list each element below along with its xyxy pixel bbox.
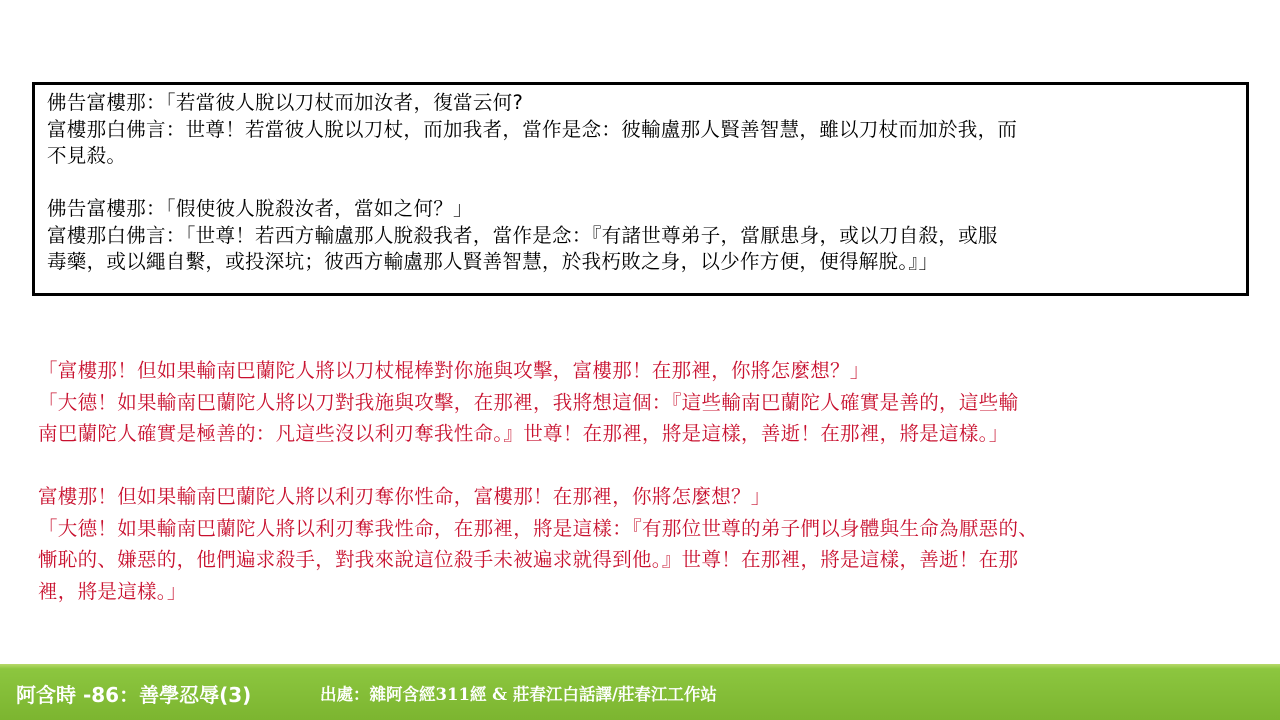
text-line: 富樓那白佛言：「世尊！若西方輸盧那人脫殺我者，當作是念：『有諸世尊弟子，當厭患身，或以刀自殺，或服 xyxy=(47,223,998,247)
text-line: 南巴蘭陀人確實是極善的：凡這些沒以利刃奪我性命。』世尊！在那裡，將是這樣，善逝！在那裡，將是這樣。」 xyxy=(38,422,1009,445)
text-line: 佛告富樓那：「假使彼人脫殺汝者，當如之何？」 xyxy=(47,197,473,220)
text-line: 毒藥，或以繩自繫，或投深坑；彼西方輸盧那人賢善智慧，於我朽敗之身，以少作方便，便得解脫。』」 xyxy=(47,250,939,273)
translation-text xyxy=(38,355,1252,607)
text-line: 「大德！如果輸南巴蘭陀人將以刀對我施與攻擊，在那裡，我將想這個：『這些輸南巴蘭陀人確實是善的，這些輸 xyxy=(38,390,1019,414)
text-line: 富樓那！但如果輸南巴蘭陀人將以利刃奪你性命，富樓那！在那裡，你將怎麼想？」 xyxy=(38,485,771,508)
translation-paragraph-1 xyxy=(38,355,1252,450)
sutra-text-box xyxy=(32,82,1249,296)
text-line: 「富樓那！但如果輸南巴蘭陀人將以刀杖棍棒對你施與攻擊，富樓那！在那裡，你將怎麼想？」 xyxy=(38,359,870,382)
sutra-paragraph-1 xyxy=(47,90,1234,170)
text-line: 慚恥的、嫌惡的，他們遍求殺手，對我來說這位殺手未被遍求就得到他。』世尊！在那裡，將是這樣，善逝！在那 xyxy=(38,548,1019,571)
paragraph-spacer xyxy=(38,450,1252,482)
text-line: 裡，將是這樣。」 xyxy=(38,579,187,603)
paragraph-spacer xyxy=(47,170,1234,197)
text-line: 不見殺。 xyxy=(47,144,127,167)
translation-paragraph-2 xyxy=(38,481,1252,607)
footer-bar xyxy=(0,664,1280,720)
source-citation: 出處：雜阿含經311經 & 莊春江白話譯/莊春江工作站 xyxy=(320,685,717,704)
sutra-paragraph-2 xyxy=(47,196,1234,276)
slide-title: 阿含時 -86：善學忍辱(3) xyxy=(16,683,252,707)
text-line: 「大德！如果輸南巴蘭陀人將以利刃奪我性命，在那裡，將是這樣：『有那位世尊的弟子們以身體與生命為厭惡的、 xyxy=(38,516,1039,540)
text-line: 佛告富樓那：「若當彼人脫以刀杖而加汝者，復當云何? xyxy=(47,91,524,114)
text-line: 富樓那白佛言：世尊！若當彼人脫以刀杖，而加我者，當作是念：彼輸盧那人賢善智慧，雖以刀杖而加於我，而 xyxy=(47,117,1018,141)
